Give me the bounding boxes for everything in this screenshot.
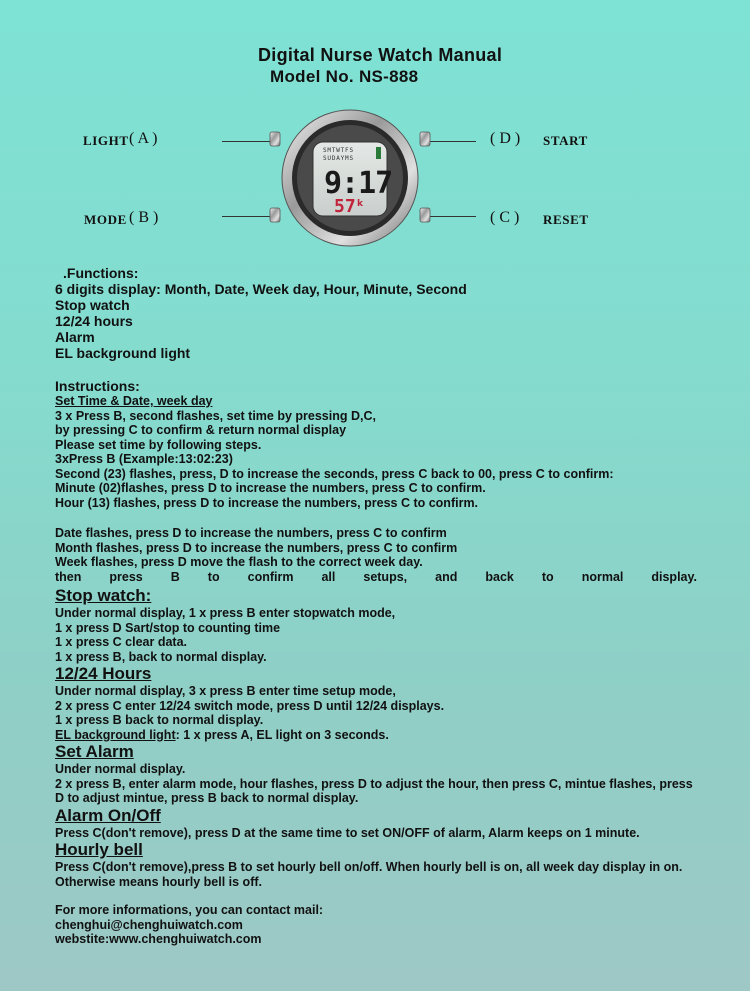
stopwatch-heading: Stop watch:	[55, 586, 152, 605]
hours-line: Under normal display, 3 x press B enter time setup mode,	[55, 684, 396, 698]
alarm-onoff-heading: Alarm On/Off	[55, 805, 161, 825]
page-title: Digital Nurse Watch Manual	[258, 45, 503, 65]
functions-item: Stop watch	[55, 297, 130, 313]
functions-item: Alarm	[55, 329, 95, 345]
alarm-line: 2 x press B, enter alarm mode, hour flashes, press D to adjust the hour, then press C, mintue flashes, press D to adjust mintue, press B back to normal display.	[55, 776, 693, 805]
lcd-seconds-suffix: k	[357, 199, 363, 209]
reset-pointer-line	[428, 216, 476, 217]
alarm-onoff-section	[55, 806, 715, 841]
hourly-bell-line: Otherwise means hourly bell is off.	[55, 874, 262, 889]
hours-line: 1 x press B back to normal display.	[55, 713, 264, 727]
instructions-line: Month flashes, press D to increase the numbers, press C to confirm	[55, 540, 458, 555]
instructions-line: Please set time by following steps.	[55, 437, 262, 452]
functions-section	[55, 265, 715, 361]
manual-content	[55, 265, 715, 947]
el-light-text: : 1 x press A, EL light on 3 seconds.	[175, 727, 389, 742]
start-pointer-line	[428, 141, 476, 142]
lcd-seconds: 57	[334, 196, 356, 217]
watch-illustration	[268, 108, 432, 252]
alarm-line: Under normal display.	[55, 762, 186, 776]
stopwatch-line: Under normal display, 1 x press B enter stopwatch mode,	[55, 606, 396, 620]
functions-item: 6 digits display: Month, Date, Week day, Hour, Minute, Second	[55, 281, 467, 297]
hourly-bell-heading: Hourly bell	[55, 840, 143, 859]
start-button-label: START	[543, 133, 588, 148]
lcd-battery-indicator	[376, 147, 381, 159]
mode-button-label: MODE	[84, 212, 127, 227]
instructions-line: Week flashes, press D move the flash to the correct week day.	[55, 555, 423, 569]
pusher-a	[270, 132, 280, 146]
hours-line: 2 x press C enter 12/24 switch mode, press D until 12/24 displays.	[55, 698, 445, 713]
alarm-heading: Set Alarm	[55, 742, 134, 761]
light-button-letter: ( A )	[129, 130, 158, 147]
pusher-c	[420, 208, 430, 222]
instructions-final-line: then press B to confirm all setups, and back to normal display.	[55, 569, 697, 584]
start-button-letter: ( D )	[490, 130, 521, 147]
hourly-bell-section	[55, 840, 715, 889]
functions-item: 12/24 hours	[55, 313, 133, 329]
lcd-time: 9:17	[324, 166, 393, 201]
pusher-b	[270, 208, 280, 222]
instructions-line: Date flashes, press D to increase the numbers, press C to confirm	[55, 526, 447, 540]
model-number: Model No. NS-888	[270, 67, 419, 86]
instructions-line: 3xPress B (Example:13:02:23)	[55, 452, 233, 466]
stopwatch-line: 1 x press D Sart/stop to counting time	[55, 620, 281, 635]
instructions-line: Second (23) flashes, press, D to increase the seconds, press C back to 00, press C to confirm:	[55, 466, 614, 481]
instructions-line: by pressing C to confirm & return normal display	[55, 423, 347, 437]
reset-button-label: RESET	[543, 212, 589, 227]
instructions-section	[55, 378, 715, 584]
pusher-d	[420, 132, 430, 146]
stopwatch-section	[55, 586, 715, 664]
hourly-bell-line: Press C(don't remove),press B to set hourly bell on/off. When hourly bell is on, all week day display in on.	[55, 860, 683, 874]
functions-heading: .Functions:	[63, 265, 139, 281]
lcd-weekday-row1: SMTWTFS	[323, 147, 354, 154]
stopwatch-line: 1 x press B, back to normal display.	[55, 649, 267, 664]
mode-button-letter: ( B )	[129, 209, 159, 226]
functions-item: EL background light	[55, 345, 191, 361]
reset-button-letter: ( C )	[490, 209, 520, 226]
hours-section	[55, 664, 715, 742]
el-light-line	[55, 728, 715, 743]
instructions-heading: Instructions:	[55, 378, 140, 394]
alarm-onoff-line: Press C(don't remove), press D at the same time to set ON/OFF of alarm, Alarm keeps on 1 minute.	[55, 825, 640, 840]
instructions-subheading: Set Time & Date, week day	[55, 394, 213, 408]
contact-section	[55, 903, 715, 947]
el-light-label: EL background light	[55, 727, 176, 742]
instructions-line: 3 x Press B, second flashes, set time by pressing D,C,	[55, 408, 376, 423]
contact-email: chenghui@chenghuiwatch.com	[55, 917, 243, 932]
alarm-section	[55, 742, 715, 806]
hours-heading: 12/24 Hours	[55, 664, 152, 683]
lcd-weekday-row2: SUDAYMS	[323, 155, 354, 162]
light-pointer-line	[222, 141, 270, 142]
stopwatch-line: 1 x press C clear data.	[55, 635, 188, 649]
instructions-line: Minute (02)flashes, press D to increase the numbers, press C to confirm.	[55, 481, 486, 495]
mode-pointer-line	[222, 216, 270, 217]
contact-website: webstite:www.chenghuiwatch.com	[55, 932, 262, 946]
light-button-label: LIGHT	[83, 133, 129, 148]
instructions-line: Hour (13) flashes, press D to increase the numbers, press C to confirm.	[55, 495, 479, 510]
contact-line: For more informations, you can contact mail:	[55, 903, 324, 917]
